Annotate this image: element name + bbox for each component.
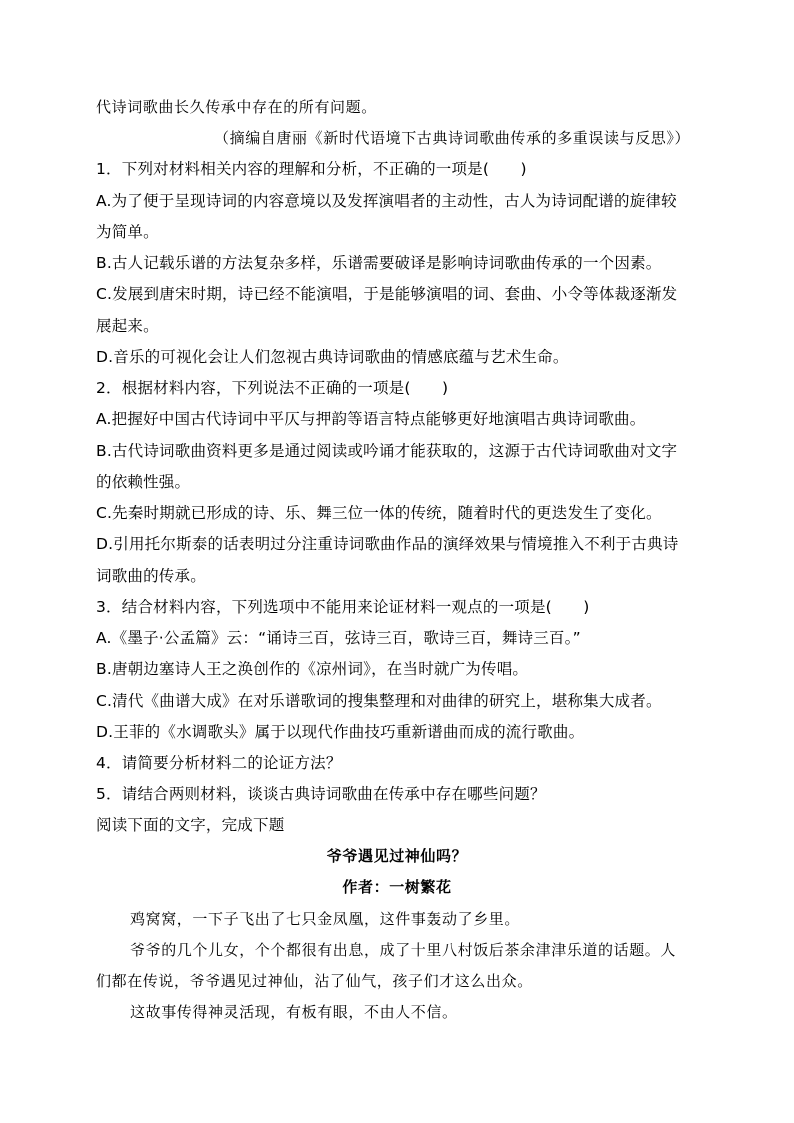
- passage-ending-line: 代诗词歌曲长久传承中存在的所有问题。: [96, 98, 377, 116]
- question-1-option-c-cont: 展起来。: [96, 317, 159, 335]
- question-5: 5．请结合两则材料，谈谈古典诗词歌曲在传承中存在哪些问题？: [96, 785, 546, 803]
- question-3-option-c: C.清代《曲谱大成》在对乐谱歌词的搜集整理和对曲律的研究上，堪称集大成者。: [96, 692, 662, 710]
- question-1-option-a: A.为了便于呈现诗词的内容意境以及发挥演唱者的主动性，古人为诗词配谱的旋律较: [96, 192, 677, 210]
- story-paragraph-2-cont: 们都在传说，爷爷遇见过神仙，沾了仙气，孩子们才这么出众。: [96, 972, 533, 990]
- question-2-option-b: B.古代诗词歌曲资料更多是通过阅读或吟诵才能获取的，这源于古代诗词歌曲对文字: [96, 442, 678, 460]
- story-paragraph-2: 爷爷的几个儿女，个个都很有出息，成了十里八村饭后茶余津津乐道的话题。人: [130, 941, 677, 959]
- question-2-option-b-cont: 的依赖性强。: [96, 473, 191, 491]
- story-paragraph-1: 鸡窝窝，一下子飞出了七只金凤凰，这件事轰动了乡里。: [130, 910, 521, 928]
- question-2-option-c: C.先秦时期就已形成的诗、乐、舞三位一体的传统，随着时代的更迭发生了变化。: [96, 504, 662, 522]
- question-2-option-a: A.把握好中国古代诗词中平仄与押韵等语言特点能够更好地演唱古典诗词歌曲。: [96, 410, 646, 428]
- question-3-option-a: A.《墨子·公孟篇》云：“诵诗三百，弦诗三百，歌诗三百，舞诗三百。”: [96, 629, 581, 647]
- question-3-stem: 3．结合材料内容，下列选项中不能用来论证材料一观点的一项是( ): [96, 598, 590, 616]
- story-author: 作者：一树繁花: [342, 878, 452, 896]
- question-3-option-d: D.王菲的《水调歌头》属于以现代作曲技巧重新谱曲而成的流行歌曲。: [96, 723, 585, 741]
- question-1-option-a-cont: 为简单。: [96, 223, 159, 241]
- question-1-option-c: C.发展到唐宋时期，诗已经不能演唱，于是能够演唱的词、套曲、小令等体裁逐渐发: [96, 285, 678, 303]
- question-2-option-d-cont: 词歌曲的传承。: [96, 567, 206, 585]
- source-citation: （摘编自唐丽《新时代语境下古典诗词歌曲传承的多重误读与反思》）: [214, 129, 691, 147]
- story-title: 爷爷遇见过神仙吗？: [326, 847, 468, 865]
- question-1-option-b: B.古人记载乐谱的方法复杂多样，乐谱需要破译是影响诗词歌曲传承的一个因素。: [96, 254, 662, 272]
- question-1-option-d: D.音乐的可视化会让人们忽视古典诗词歌曲的情感底蕴与艺术生命。: [96, 348, 569, 366]
- question-2-option-d: D.引用托尔斯泰的话表明过分注重诗词歌曲作品的演绎效果与情境推入不利于古典诗: [96, 535, 679, 553]
- reading-instruction: 阅读下面的文字，完成下题: [96, 816, 285, 834]
- question-3-option-b: B.唐朝边塞诗人王之涣创作的《凉州词》，在当时就广为传唱。: [96, 660, 529, 678]
- question-4: 4．请简要分析材料二的论证方法？: [96, 754, 342, 772]
- question-2-stem: 2．根据材料内容，下列说法不正确的一项是( ): [96, 379, 449, 397]
- question-1-stem: 1．下列对材料相关内容的理解和分析，不正确的一项是( ): [96, 160, 527, 178]
- story-paragraph-3: 这故事传得神灵活现，有板有眼，不由人不信。: [130, 1003, 458, 1021]
